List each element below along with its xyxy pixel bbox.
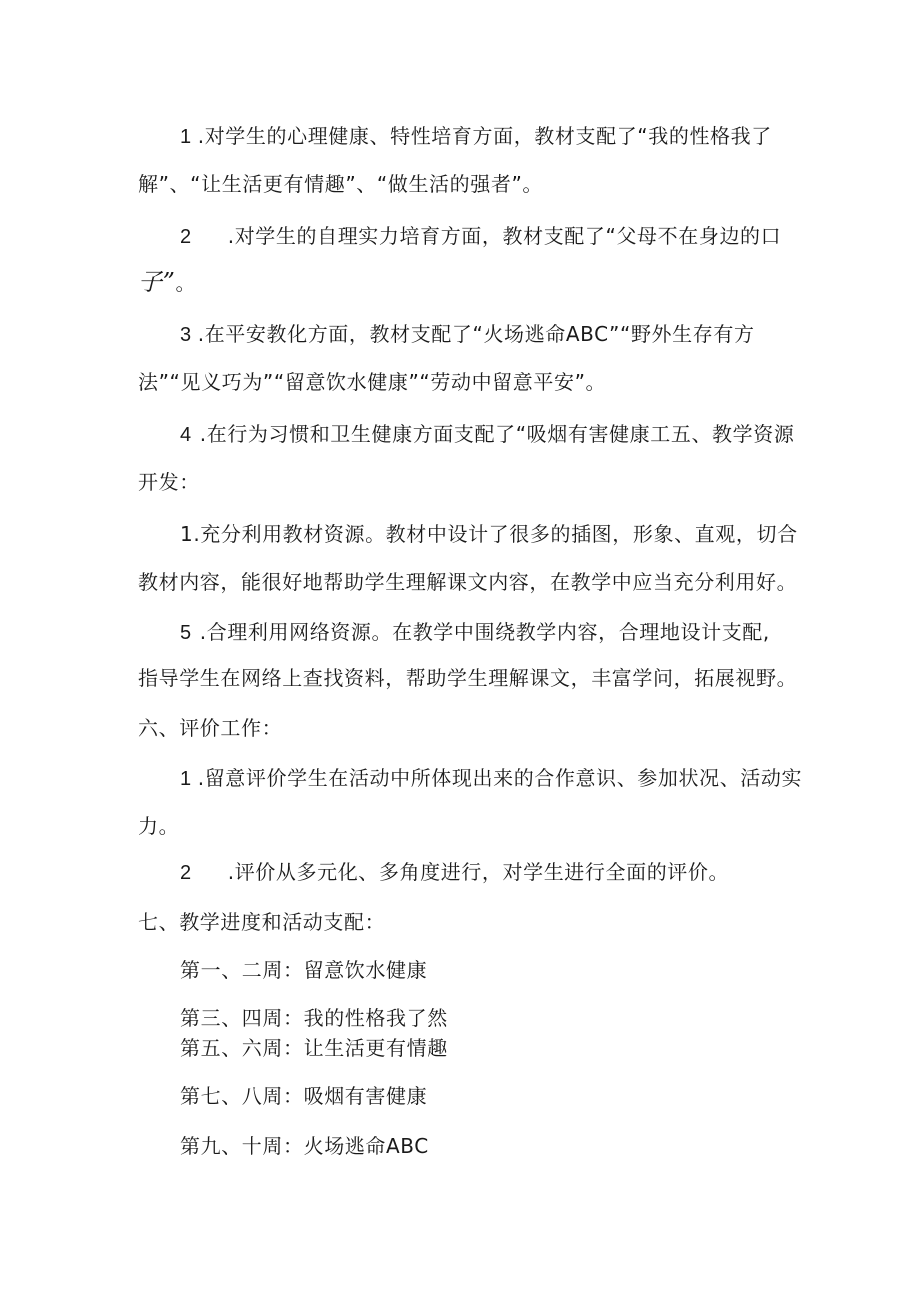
paragraph-text-large: 子” [138, 268, 176, 296]
paragraph-text: .在行为习惯和卫生健康方面支配了“吸烟有害健康工五、教学资源 [199, 422, 795, 446]
item-number: 3 [180, 324, 192, 346]
paragraph-text: .在平安教化方面，教材支配了“火场逃命ABC”“野外生存有方 [197, 322, 755, 346]
paragraph-1-line-1 [180, 122, 772, 151]
schedule-item: 第三、四周：我的性格我了然 [180, 1006, 448, 1030]
paragraph-4-line-1 [180, 420, 794, 449]
paragraph-text: .留意评价学生在活动中所体现出来的合作意识、参加状况、活动实 [197, 766, 803, 790]
item-number: 2 [180, 862, 192, 884]
schedule-item: 第九、十周：火场逃命ABC [180, 1134, 429, 1158]
paragraph-3-line-1 [180, 320, 755, 349]
paragraph-2-line-2 [138, 268, 196, 297]
paragraph-6-line-1 [180, 618, 770, 647]
item-number: 4 [180, 424, 192, 446]
paragraph-6-line-2: 指导学生在网络上查找资料，帮助学生理解课文，丰富学问，拓展视野。 [138, 666, 798, 690]
paragraph-text: .对学生的自理实力培育方面，教材支配了“父母不在身边的口 [227, 224, 782, 248]
paragraph-text: .合理利用网络资源。在教学中围绕教学内容，合理地设计支配, [199, 620, 770, 644]
paragraph-3-line-2: 法”“见义巧为”“留意饮水健康”“劳动中留意平安”。 [138, 370, 607, 394]
item-number: 2 [180, 226, 192, 248]
schedule-item: 第一、二周：留意饮水健康 [180, 958, 428, 982]
paragraph-4-line-2: 开发： [138, 470, 200, 494]
paragraph-5-line-1: 1.充分利用教材资源。教材中设计了很多的插图，形象、直观，切合 [180, 522, 798, 546]
paragraph-8-line-1 [180, 858, 729, 887]
item-number: 1 [180, 768, 192, 790]
paragraph-5-line-2: 教材内容，能很好地帮助学生理解课文内容，在教学中应当充分利用好。 [138, 570, 798, 594]
paragraph-2-line-1 [180, 222, 781, 251]
schedule-item: 第五、六周：让生活更有情趣 [180, 1036, 448, 1060]
paragraph-7-line-1 [180, 764, 802, 793]
paragraph-1-line-2: 解”、“让生活更有情趣”、“做生活的强者”。 [138, 172, 544, 196]
paragraph-7-line-2: 力。 [138, 814, 180, 838]
section-heading-7: 七、教学进度和活动支配： [138, 910, 386, 934]
schedule-item: 第七、八周：吸烟有害健康 [180, 1084, 428, 1108]
item-number: 1 [180, 126, 192, 148]
paragraph-text: .评价从多元化、多角度进行，对学生进行全面的评价。 [227, 860, 730, 884]
item-number: 5 [180, 622, 192, 644]
paragraph-text: .对学生的心理健康、特性培育方面，教材支配了“我的性格我了 [197, 124, 772, 148]
section-heading-6: 六、评价工作： [138, 716, 283, 740]
paragraph-text: 。 [175, 271, 197, 295]
